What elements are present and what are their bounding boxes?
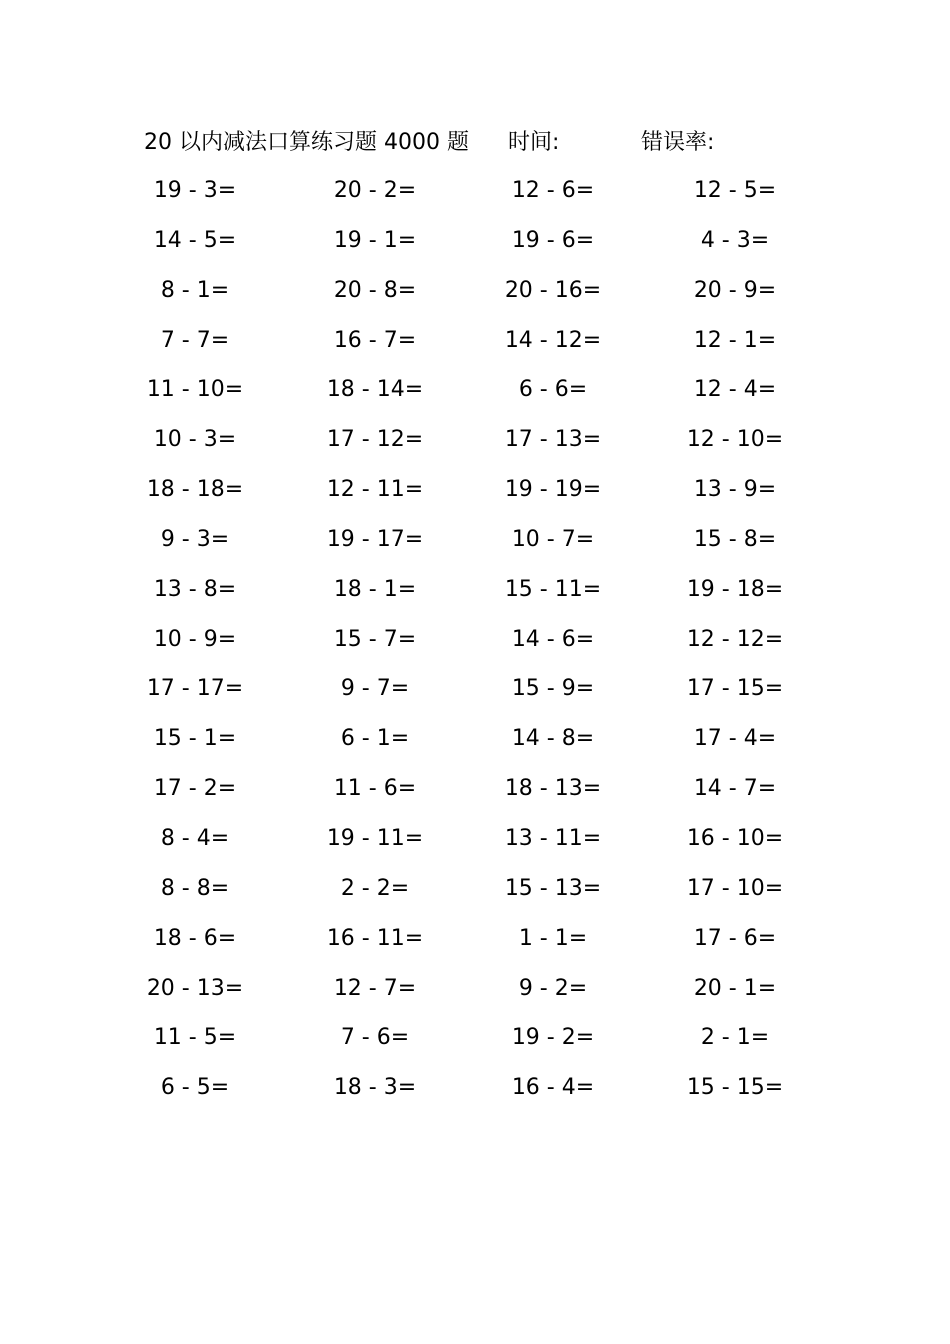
problem-row: [0, 1021, 950, 1071]
problem-item: 2 - 1=: [700, 1025, 770, 1051]
problem-row: [0, 772, 950, 822]
problem-row: [0, 1071, 950, 1121]
problem-row: [0, 224, 950, 274]
problem-item: 14 - 8=: [511, 726, 595, 752]
problem-item: 20 - 2=: [333, 178, 417, 203]
problem-item: 18 - 18=: [146, 477, 244, 503]
problem-item: 19 - 19=: [504, 477, 602, 503]
problem-item: 14 - 5=: [153, 227, 237, 253]
problem-row: [0, 274, 950, 324]
problem-item: 2 - 2=: [340, 875, 410, 901]
problem-item: 13 - 8=: [153, 576, 237, 602]
problem-item: 10 - 3=: [153, 427, 237, 453]
problem-row: [0, 573, 950, 623]
problem-item: 14 - 6=: [511, 626, 595, 652]
problem-item: 15 - 9=: [511, 676, 595, 702]
problem-item: 18 - 1=: [333, 576, 417, 602]
problem-row: [0, 373, 950, 423]
problem-item: 16 - 7=: [333, 327, 417, 353]
problem-item: 17 - 6=: [693, 925, 777, 951]
problem-item: 10 - 7=: [511, 526, 595, 552]
problem-row: [0, 972, 950, 1022]
problem-row: [0, 174, 950, 224]
problem-item: 18 - 14=: [326, 377, 424, 403]
problem-item: 13 - 11=: [504, 825, 602, 851]
problem-item: 20 - 9=: [693, 277, 777, 303]
problem-item: 11 - 6=: [333, 776, 417, 802]
problem-row: [0, 423, 950, 473]
problem-row: [0, 672, 950, 722]
problem-row: [0, 822, 950, 872]
problem-item: 15 - 13=: [504, 875, 602, 901]
problem-item: 8 - 8=: [160, 875, 230, 901]
problem-item: 9 - 7=: [340, 676, 410, 702]
problem-item: 15 - 8=: [693, 526, 777, 552]
problem-item: 12 - 7=: [333, 975, 417, 1001]
problem-row: [0, 324, 950, 374]
problem-item: 10 - 9=: [153, 626, 237, 652]
problem-item: 16 - 4=: [511, 1075, 595, 1101]
problem-item: 18 - 6=: [153, 925, 237, 951]
problem-item: 15 - 11=: [504, 576, 602, 602]
problem-item: 19 - 18=: [686, 576, 784, 602]
problem-item: 13 - 9=: [693, 477, 777, 503]
problem-item: 19 - 1=: [333, 227, 417, 253]
problem-item: 8 - 1=: [160, 277, 230, 303]
problem-item: 17 - 4=: [693, 726, 777, 752]
problem-item: 9 - 3=: [160, 526, 230, 552]
worksheet-header: [0, 126, 950, 160]
problem-item: 17 - 2=: [153, 776, 237, 802]
problem-item: 12 - 4=: [693, 377, 777, 403]
problem-item: 6 - 5=: [160, 1075, 230, 1101]
problem-row: [0, 872, 950, 922]
problem-item: 17 - 12=: [326, 427, 424, 453]
problem-item: 14 - 7=: [693, 776, 777, 802]
problem-item: 20 - 13=: [146, 975, 244, 1001]
problem-item: 17 - 13=: [504, 427, 602, 453]
problem-item: 16 - 11=: [326, 925, 424, 951]
problem-item: 12 - 10=: [686, 427, 784, 453]
problem-item: 7 - 6=: [340, 1025, 410, 1051]
problem-grid: [0, 174, 950, 1121]
problem-item: 18 - 3=: [333, 1075, 417, 1101]
problem-item: 12 - 5=: [693, 178, 777, 203]
problem-item: 11 - 5=: [153, 1025, 237, 1051]
problem-item: 19 - 17=: [326, 526, 424, 552]
problem-item: 16 - 10=: [686, 825, 784, 851]
problem-item: 9 - 2=: [518, 975, 588, 1001]
problem-item: 19 - 2=: [511, 1025, 595, 1051]
problem-row: [0, 473, 950, 523]
problem-row: [0, 523, 950, 573]
problem-row: [0, 922, 950, 972]
problem-item: 15 - 7=: [333, 626, 417, 652]
problem-item: 19 - 11=: [326, 825, 424, 851]
problem-item: 20 - 16=: [504, 277, 602, 303]
problem-item: 12 - 6=: [511, 178, 595, 203]
problem-item: 8 - 4=: [160, 825, 230, 851]
problem-row: [0, 722, 950, 772]
error-rate-label: 错误率:: [641, 130, 715, 155]
problem-row: [0, 623, 950, 673]
problem-item: 19 - 6=: [511, 227, 595, 253]
problem-item: 19 - 3=: [153, 178, 237, 203]
problem-item: 17 - 15=: [686, 676, 784, 702]
time-label: 时间:: [508, 130, 560, 155]
problem-item: 17 - 17=: [146, 676, 244, 702]
problem-item: 14 - 12=: [504, 327, 602, 353]
problem-item: 11 - 10=: [146, 377, 244, 403]
problem-item: 12 - 1=: [693, 327, 777, 353]
problem-item: 4 - 3=: [700, 227, 770, 253]
worksheet-title: 20 以内减法口算练习题 4000 题: [144, 130, 469, 155]
problem-item: 18 - 13=: [504, 776, 602, 802]
problem-item: 20 - 8=: [333, 277, 417, 303]
problem-item: 1 - 1=: [518, 925, 588, 951]
problem-item: 12 - 12=: [686, 626, 784, 652]
problem-item: 20 - 1=: [693, 975, 777, 1001]
problem-item: 15 - 1=: [153, 726, 237, 752]
problem-item: 17 - 10=: [686, 875, 784, 901]
problem-item: 6 - 1=: [340, 726, 410, 752]
problem-item: 12 - 11=: [326, 477, 424, 503]
problem-item: 6 - 6=: [518, 377, 588, 403]
problem-item: 15 - 15=: [686, 1075, 784, 1101]
problem-item: 7 - 7=: [160, 327, 230, 353]
